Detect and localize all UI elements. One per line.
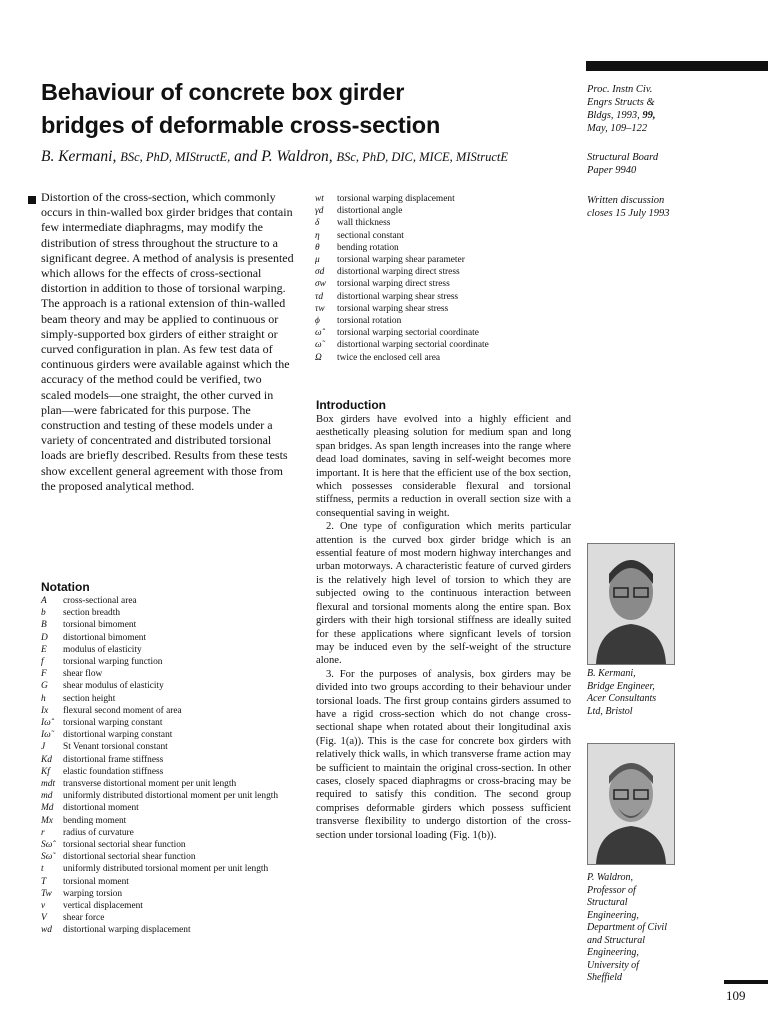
notation-definition: distortional warping shear stress	[337, 291, 459, 302]
abstract-bullet-icon	[28, 196, 36, 204]
notation-symbol: mdt	[41, 779, 56, 790]
abstract: Distortion of the cross-section, which commonly occurs in thin-walled box girder bridges that contain few intermediate diaphragms, may modify the distribution of stress throughout the structure to a significant degree. A method of analysis is presented which allows for the effects of cross-sectional distortion in addition to those of torsional warping. The approach is a rational extension of thin-walled beam theory and may be applied to continuous or simply-supported box girders of either straight or curved configuration in plan. As few test data of continuous girders were available against which the accuracy of the method could be verified, two scaled models—one straight, the other curved in plan—were fabricated for this purpose. The construction and testing of these models under a variety of concentrated and distributed torsional loads are briefly described. Results from these tests show excellent general agreement with those from the proposed analytical method.	[41, 190, 294, 493]
notation-symbol: μ	[315, 255, 320, 266]
page-number: 109	[726, 988, 746, 1003]
notation-row	[41, 790, 301, 802]
notation-row	[41, 595, 301, 607]
notation-definition: warping torsion	[63, 888, 123, 899]
notation-symbol: ϕ	[315, 316, 320, 327]
notation-symbol: E	[41, 644, 47, 655]
notation-row	[41, 729, 301, 741]
notation-definition: shear modulus of elasticity	[63, 681, 164, 692]
notation-row	[41, 876, 301, 888]
notation-definition: distortional warping constant	[63, 730, 173, 741]
notation-definition: torsional sectorial shear function	[63, 840, 186, 851]
notation-row	[41, 680, 301, 692]
notation-row	[41, 912, 301, 924]
notation-definition: distortional bimoment	[63, 632, 147, 643]
notation-row	[41, 693, 301, 705]
notation-symbol: F	[41, 669, 47, 680]
caption-line: P. Waldron,	[587, 872, 634, 883]
notation-row	[41, 924, 301, 936]
reference-volume: 99,	[642, 110, 656, 121]
notation-symbol: ω̃	[315, 340, 322, 351]
caption-line: Engineering,	[587, 909, 639, 921]
author-line	[41, 148, 586, 166]
caption-line: University of	[587, 959, 639, 971]
notation-symbol: t	[41, 864, 44, 875]
introduction-section	[316, 398, 571, 842]
notation-row	[315, 242, 585, 254]
notation-symbol: Mx	[41, 815, 53, 826]
notation-section	[41, 580, 301, 937]
notation-symbol: γd	[315, 206, 324, 217]
notation-symbol: θ	[315, 242, 320, 253]
notation-symbol: wt	[315, 194, 324, 204]
notation-row	[41, 619, 301, 631]
notation-definition: shear flow	[63, 669, 103, 680]
notation-symbol: h	[41, 693, 46, 704]
notation-row	[315, 303, 585, 315]
notation-row	[315, 278, 585, 290]
notation-symbol: Kd	[41, 754, 52, 765]
notation-list	[41, 595, 301, 937]
caption-line: Bridge Engineer,	[587, 680, 655, 692]
notation-symbol: δ	[315, 218, 320, 229]
caption-line: Ltd, Bristol	[587, 705, 633, 717]
reference-year: 1993,	[616, 110, 640, 121]
caption-line: B. Kermani,	[587, 668, 636, 679]
notation-symbol: Iω̃	[41, 730, 51, 741]
notation-row	[315, 291, 585, 303]
caption-line: and Structural	[587, 934, 646, 946]
author-1-qualifications: BSc, PhD, MIStructE,	[120, 150, 231, 164]
notation-definition: distortional sectorial shear function	[63, 852, 196, 863]
notation-row	[41, 839, 301, 851]
notation-symbol: Ix	[41, 705, 49, 716]
intro-paragraph-1: Box girders have evolved into a highly efficient and aesthetically pleasing solution for medium span and long span bridges. As span length increases into the range where dead load dominates, saving in self-weight becomes more important. It is here that the efficient use of the box section, which possesses considerable flexural and torsional stiffness, permits a reduction in overall section size with a consequential saving in weight.	[316, 414, 571, 519]
notation-definition: vertical displacement	[63, 901, 143, 912]
notation-row	[315, 205, 585, 217]
notation-row	[41, 668, 301, 680]
notation-row	[41, 863, 301, 875]
footer-rule	[724, 980, 768, 984]
board-paper-note	[587, 151, 658, 177]
title-line-1: Behaviour of concrete box girder	[41, 79, 405, 105]
notation-definition: distortional warping sectorial coordinate	[337, 340, 489, 351]
notation-definition: transverse distortional moment per unit length	[63, 779, 237, 790]
paper-title	[41, 76, 581, 142]
notation-definition: uniformly distributed distortional moment per unit length	[63, 791, 279, 802]
author-photo-kermani	[587, 543, 675, 665]
notation-definition: distortional warping displacement	[63, 925, 191, 936]
notation-row	[41, 741, 301, 753]
notation-row	[41, 754, 301, 766]
notation-symbol: f	[41, 657, 44, 668]
notation-symbol: B	[41, 620, 47, 631]
notation-definition: torsional warping sectorial coordinate	[337, 328, 479, 339]
notation-row	[41, 851, 301, 863]
reference-line-4: May, 109–122	[587, 123, 648, 134]
notation-definition: torsional bimoment	[63, 620, 137, 631]
portrait-silhouette-icon	[588, 544, 674, 664]
notation-definition: distortional warping direct stress	[337, 267, 460, 278]
notation-row	[41, 827, 301, 839]
author-2-name: P. Waldron,	[261, 148, 333, 165]
notation-symbol: D	[41, 632, 48, 643]
caption-line: Department of Civil	[587, 922, 667, 933]
notation-row	[315, 327, 585, 339]
board-line-2: Paper 9940	[587, 165, 637, 176]
notation-definition: radius of curvature	[63, 827, 134, 838]
caption-line: Engineering,	[587, 947, 639, 958]
author-conjunction: and	[234, 148, 258, 165]
notation-row	[315, 230, 585, 242]
notation-definition: St Venant torsional constant	[63, 742, 168, 753]
intro-paragraph-3: 3. For the purposes of analysis, box girders may be divided into two groups according to their behaviour under torsional loads. The first group contains girders assumed to have a rigid cross-section which do not change cross-sectional shape when rotated about their longitudinal axis (Fig. 1(a)). This is the case for concrete box girders with relatively thick walls, in which transverse frame action may be sufficient to maintain the original cross-section. In other cases, closely spaced diaphragms or cross-bracing may be required to satisfy this condition. The second group comprises deformable girders which possess sufficient transverse flexibility to undergo distortion of the cross-section under torsional loading (Fig. 1(b)).	[316, 668, 571, 841]
notation-definition: distortional angle	[337, 206, 403, 217]
notation-symbol: Md	[41, 803, 54, 814]
author-photo-waldron	[587, 743, 675, 865]
notation-symbol: Sω̃	[41, 852, 53, 863]
title-line-2: bridges of deformable cross-section	[41, 112, 441, 138]
notation-symbol: wd	[41, 925, 52, 936]
notation-definition: torsional warping function	[63, 657, 163, 668]
notation-symbol: τw	[315, 303, 325, 314]
notation-row	[41, 802, 301, 814]
notation-definition: bending moment	[63, 815, 127, 826]
notation-symbol: G	[41, 681, 48, 692]
notation-row	[315, 315, 585, 327]
notation-symbol: V	[41, 913, 47, 924]
notation-symbol: r	[41, 827, 45, 838]
notation-definition: torsional rotation	[337, 316, 402, 327]
notation-symbol: σw	[315, 279, 326, 290]
notation-symbol: η	[315, 230, 320, 241]
notation-definition: twice the enclosed cell area	[337, 352, 441, 363]
notation-row	[41, 705, 301, 717]
notation-row	[315, 254, 585, 266]
caption-waldron	[587, 872, 697, 985]
notation-definition: wall thickness	[337, 218, 391, 229]
caption-line: Structural	[587, 897, 628, 908]
notation-symbol: Iω̂	[41, 718, 51, 729]
notation-definition: distortional moment	[63, 803, 139, 814]
notation-row	[41, 888, 301, 900]
header-rule	[586, 61, 768, 71]
notation-symbol: A	[41, 596, 47, 606]
notation-symbol: Tw	[41, 888, 52, 899]
caption-line: Professor of	[587, 884, 636, 896]
notation-definition: torsional warping shear parameter	[337, 255, 465, 266]
publication-reference	[587, 83, 656, 135]
notation-row	[41, 632, 301, 644]
caption-line: Sheffield	[587, 972, 622, 983]
notation-row	[315, 352, 585, 364]
notation-definition: elastic foundation stiffness	[63, 766, 164, 777]
notation-definition: torsional warping direct stress	[337, 279, 450, 290]
notation-definition: torsional moment	[63, 876, 129, 887]
notation-row	[41, 766, 301, 778]
notation-symbol: Kf	[41, 766, 50, 777]
notation-row	[315, 266, 585, 278]
reference-line-2: Engrs Structs &	[587, 97, 655, 108]
notation-definition: sectional constant	[337, 230, 404, 241]
notation-symbol: Ω	[315, 352, 322, 363]
reference-line-1: Proc. Instn Civ.	[587, 84, 653, 95]
board-line-1: Structural Board	[587, 152, 659, 163]
notation-definition: torsional warping shear stress	[337, 303, 449, 314]
discussion-line-1: Written discussion	[587, 195, 665, 206]
author-1-name: B. Kermani,	[41, 148, 117, 165]
notation-row	[41, 900, 301, 912]
notation-definition: section breadth	[63, 608, 121, 619]
notation-row	[41, 607, 301, 619]
notation-symbol: σd	[315, 267, 325, 278]
notation-definition: shear force	[63, 913, 105, 924]
notation-symbol: b	[41, 608, 46, 619]
notation-definition: bending rotation	[337, 242, 399, 253]
notation-definition: modulus of elasticity	[63, 644, 142, 655]
notation-definition: torsional warping constant	[63, 718, 163, 729]
reference-line-3	[587, 109, 656, 122]
notation-symbol: md	[41, 791, 53, 802]
notation-row	[41, 717, 301, 729]
notation-symbol: v	[41, 901, 46, 912]
notation-definition: torsional warping displacement	[337, 194, 455, 204]
greek-symbol-list	[315, 193, 585, 364]
discussion-line-2: closes 15 July 1993	[587, 208, 670, 219]
notation-definition: cross-sectional area	[63, 596, 137, 606]
notation-symbol: τd	[315, 291, 324, 302]
intro-paragraph-2: 2. One type of configuration which merits particular attention is the curved box girder bridge which is an essential feature of most modern highway interchanges and urban motorways. A characteristic feature of curved girders is the relatively high level of torsion to which they are subjected owing to the continuous interaction between flexural and torsional moments along the entire span. Box girders with their high torsional stiffness are ideally suited for these applications where signficant levels of torsion may be induced even by the self-weight of the structure alone.	[316, 521, 571, 667]
notation-row	[315, 339, 585, 351]
notation-symbol: ω̂	[315, 328, 322, 339]
caption-line: Acer Consultants	[587, 693, 657, 704]
notation-row	[41, 815, 301, 827]
portrait-silhouette-icon	[588, 744, 674, 864]
notation-definition: flexural second moment of area	[63, 705, 182, 716]
notation-row	[315, 217, 585, 229]
notation-row	[41, 656, 301, 668]
notation-symbol: Sω̂	[41, 840, 53, 851]
reference-journal-part: Bldgs,	[587, 110, 614, 121]
caption-kermani	[587, 668, 697, 718]
notation-definition: uniformly distributed torsional moment per unit length	[63, 864, 269, 875]
notation-symbol: T	[41, 876, 47, 887]
discussion-note	[587, 194, 670, 220]
notation-row	[41, 644, 301, 656]
author-2-qualifications: BSc, PhD, DIC, MICE, MIStructE	[336, 150, 508, 164]
introduction-heading: Introduction	[316, 398, 386, 412]
notation-definition: distortional frame stiffness	[63, 754, 164, 765]
notation-definition: section height	[63, 693, 116, 704]
notation-row	[41, 778, 301, 790]
notation-row	[315, 193, 585, 205]
notation-heading: Notation	[41, 580, 90, 594]
notation-symbol: J	[41, 742, 46, 753]
